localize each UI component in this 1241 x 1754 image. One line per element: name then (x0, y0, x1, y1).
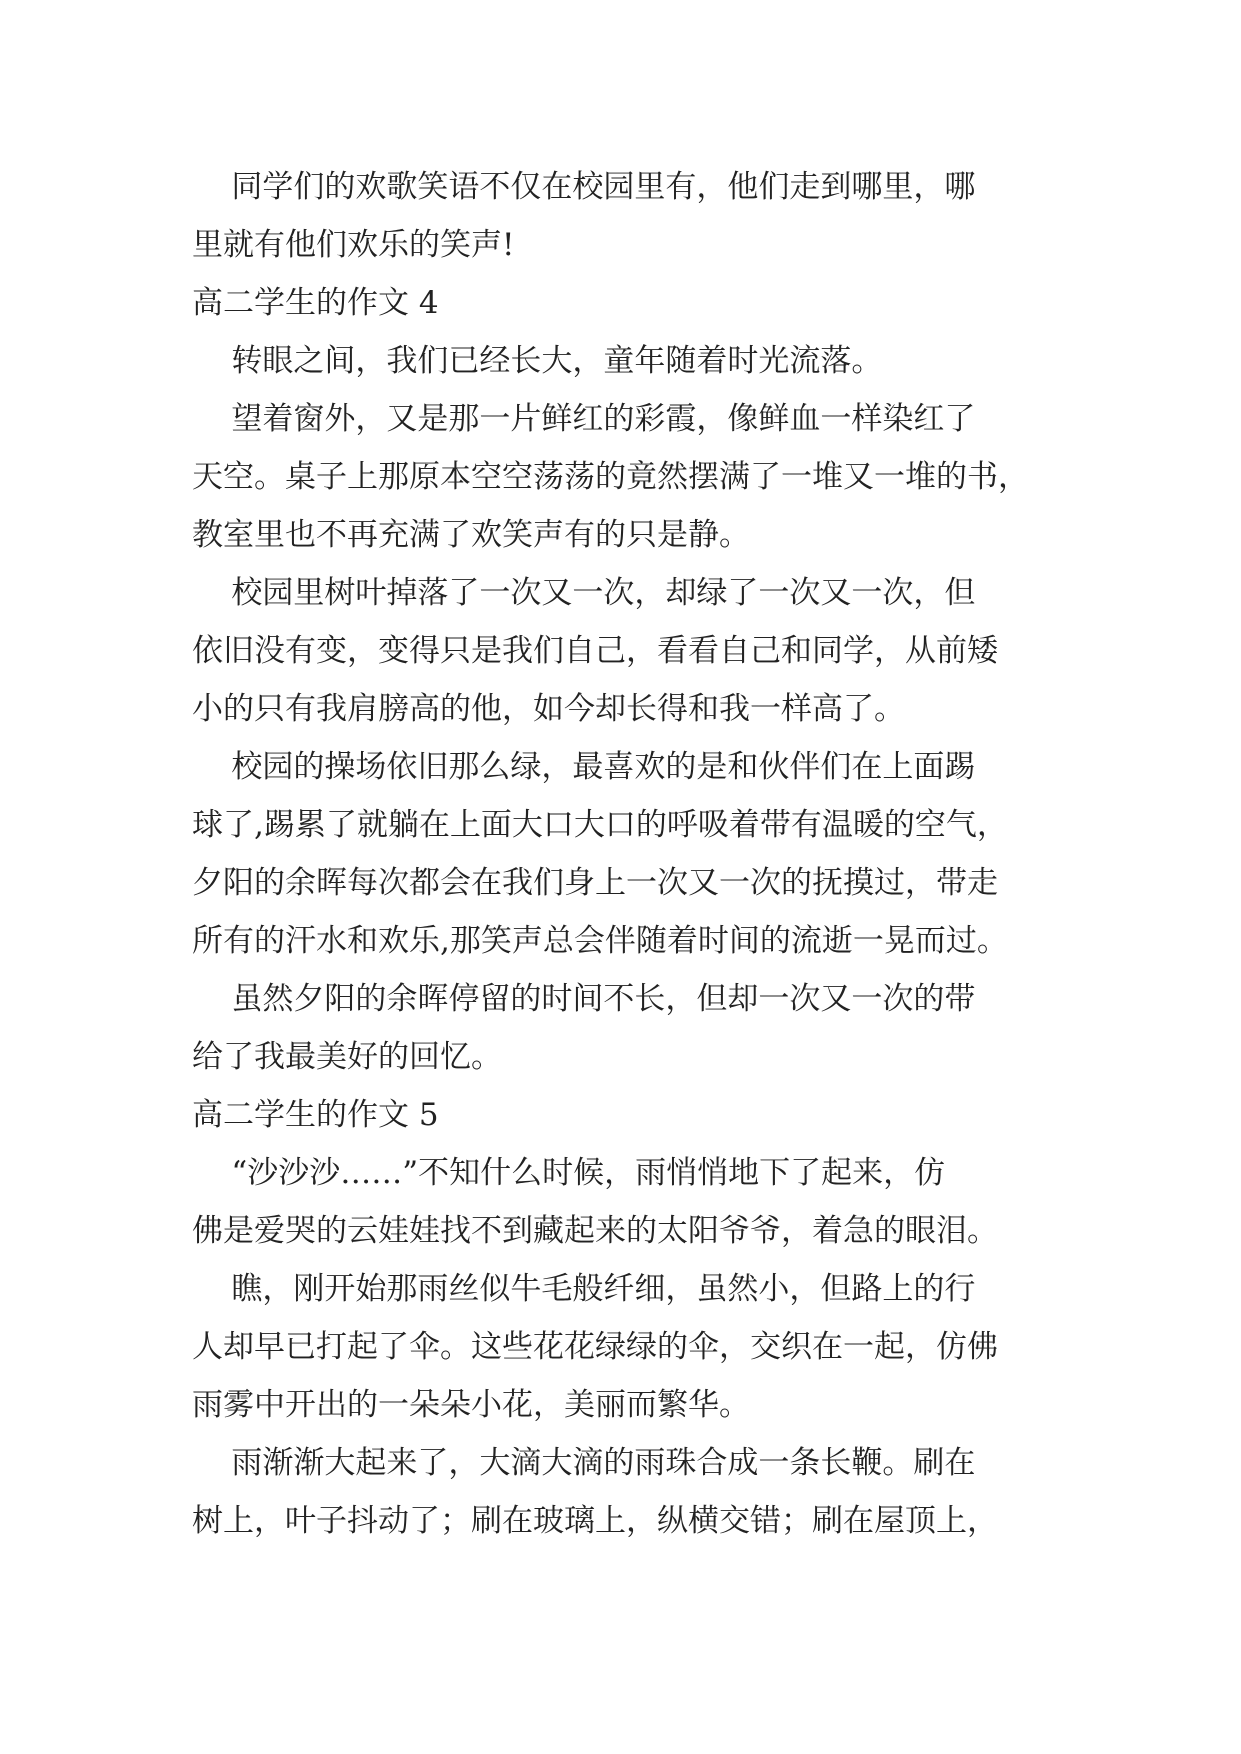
essay-heading-5: 高二学生的作文 5 (192, 1097, 439, 1133)
paragraph-5: 校园的操场依旧那么绿，最喜欢的是和伙伴们在上面踢 球了,踢累了就躺在上面大口大口的呼吸着带有温暖的空气， 夕阳的余晖每次都会在我们身上一次又一次的抚摸过，带走 所有的汗水和欢乐,那笑声总会伴随着时间的流逝一晃而过。 (192, 749, 1008, 959)
paragraph-3: 望着窗外，又是那一片鲜红的彩霞，像鲜血一样染红了 天空。桌子上那原本空空荡荡的竟然摆满了一堆又一堆的书， 教室里也不再充满了欢笑声有的只是静。 (192, 401, 1029, 553)
paragraph-6: 虽然夕阳的余晖停留的时间不长，但却一次又一次的带 给了我最美好的回忆。 (192, 981, 976, 1075)
document-body (192, 158, 1072, 1550)
essay-heading-4: 高二学生的作文 4 (192, 285, 439, 321)
paragraph-7: “沙沙沙……”不知什么时候，雨悄悄地下了起来，仿 佛是爱哭的云娃娃找不到藏起来的太阳爷爷，着急的眼泪。 (192, 1155, 998, 1249)
paragraph-9: 雨渐渐大起来了，大滴大滴的雨珠合成一条长鞭。刷在 树上，叶子抖动了；刷在玻璃上，纵横交错；刷在屋顶上， (192, 1445, 998, 1539)
paragraph-4: 校园里树叶掉落了一次又一次，却绿了一次又一次，但 依旧没有变，变得只是我们自己，看看自己和同学，从前矮 小的只有我肩膀高的他，如今却长得和我一样高了。 (192, 575, 998, 727)
paragraph-2: 转眼之间，我们已经长大，童年随着时光流落。 (192, 343, 883, 379)
paragraph-8: 瞧，刚开始那雨丝似牛毛般纤细，虽然小，但路上的行 人却早已打起了伞。这些花花绿绿的伞，交织在一起，仿佛 雨雾中开出的一朵朵小花，美丽而繁华。 (192, 1271, 998, 1423)
paragraph-1: 同学们的欢歌笑语不仅在校园里有，他们走到哪里，哪 里就有他们欢乐的笑声! (192, 169, 976, 263)
